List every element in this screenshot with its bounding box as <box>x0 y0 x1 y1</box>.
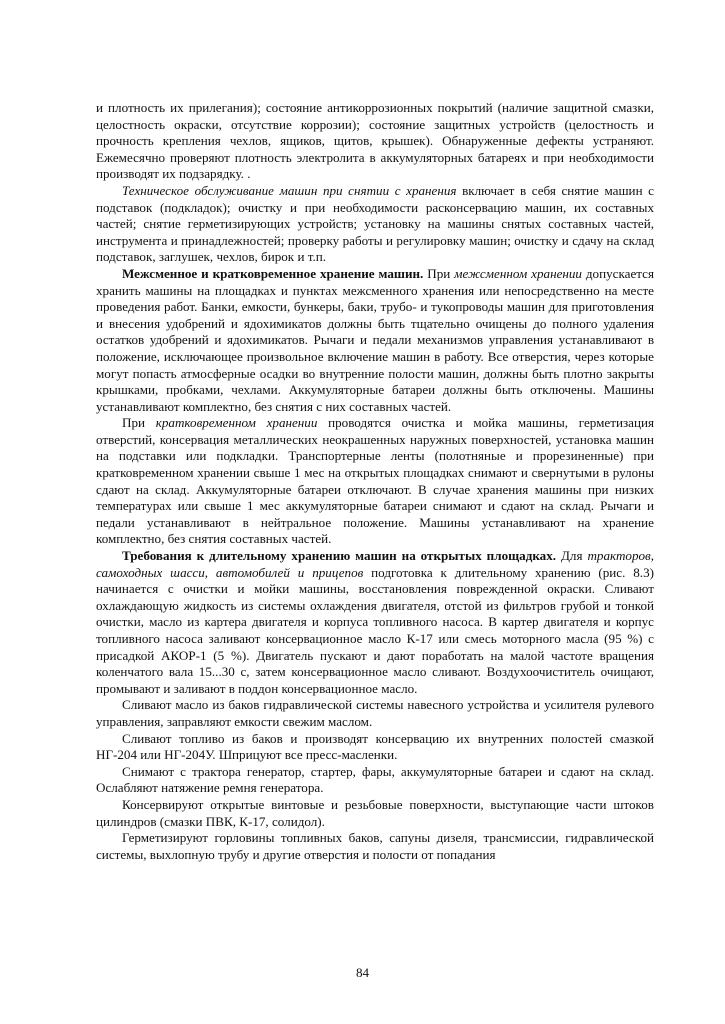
paragraph-text: Для <box>556 548 588 564</box>
paragraph-text: проводятся очистка и мойка машины, герметизация отверстий, консервация металлических неокрашенных наружных поверхностей, установка машин на подставки или подкладки. Транспортерные ленты (полотняные и прорезиненные) при кратковременном хранении свыше 1 мес на открытых площадках снимают и свернутыми в рулоны сдают на склад. Аккумуляторные батареи отключают. В случае хранения машины при низких температурах или свыше 1 мес аккумуляторные батареи снимают и сдают на склад. Рычаги и педали устанавливают в нейтральное положение. Машины устанавливают на хранение комплектно, без снятия составных частей. <box>96 415 654 547</box>
italic-term: межсменном хранении <box>454 265 582 281</box>
paragraph-conservation: Консервируют открытые винтовые и резьбовые поверхности, выступающие части штоков цилиндров (смазки ПВК, К-17, солидол). <box>96 796 654 829</box>
italic-term: тракторов, самоходных шасси, автомобилей и прицепов <box>96 548 654 580</box>
paragraph-text: подготовка к длительному хранению (рис. 8.3) начинается с очистки и мойки машины, восстановления поврежденной окраски. Сливают охлаждающую жидкость из системы охлаждения двигателя, отстой из фильтров грубой и тонкой очистки, масло из картера двигателя и корпуса топливного насоса. В картер двигателя и корпус топливного насоса заливают консервационное масло К-17 или смесь моторного масла (95 %) с присадкой АКОР-1 (5 %). Двигатель пускают и дают поработать на малой частоте вращения коленчатого вала 15...30 с, затем консервационное масло сливают. Воздухоочиститель очищают, промывают и заливают в поддон консервационное масло. <box>96 564 654 696</box>
paragraph-continuation: и плотность их прилегания); состояние антикоррозионных покрытий (наличие защитной смазки, целостность окраски, отсутствие коррозии); состояние защитных устройств (целостность и прочность крепления чехлов, ящиков, щитов, крышек). Обнаруженные дефекты устраняют. Ежемесячно проверяют плотность электролита в аккумуляторных батареях и при необходимости производят их подзарядку. . <box>96 100 654 182</box>
paragraph-temporary-storage <box>96 415 654 548</box>
italic-term: кратковременном хранении <box>155 415 318 431</box>
page-body <box>96 100 654 863</box>
paragraph-electrical: Снимают с трактора генератор, стартер, фары, аккумуляторные батареи и сдают на склад. Ослабляют натяжение ремня генератора. <box>96 763 654 796</box>
paragraph-fuel: Сливают топливо из баков и производят консервацию их внутренних полостей смазкой НГ-204 или НГ-204У. Шприцуют все пресс-масленки. <box>96 730 654 763</box>
italic-term: Техническое обслуживание машин при снятии с хранения <box>122 182 457 198</box>
paragraph-sealing: Герметизируют горловины топливных баков, сапуны дизеля, трансмиссии, гидравлической системы, выхлопную трубу и другие отверстия и полости от попадания <box>96 830 654 862</box>
paragraph-maintenance-removal <box>96 183 654 266</box>
paragraph-text: допускается хранить машины на площадках и пунктах межсменного хранения или непосредственно на месте проведения работ. Банки, емкости, бункеры, баки, трубо- и тукопроводы машин для приготовления и внесения удобрений и ядохимикатов должны быть тщательно очищены до полного удаления остатков удобрений и ядохимикатов. Рычаги и педали механизмов управления устанавливают в положение, исключающее произвольное включение машин в работу. Все отверстия, через которые могут попасть атмосферные осадки во внутренние полости машин, должны быть плотно закрыты крышками, пробками, чехлами. Аккумуляторные батареи должны быть отключены. Машины устанавливают комплектно, без снятия с них составных частей. <box>96 265 654 414</box>
section-heading: Требования к длительному хранению машин на открытых площадках. <box>122 548 557 564</box>
paragraph-long-term-storage <box>96 548 654 697</box>
page-number: 84 <box>355 965 370 980</box>
paragraph-text: При <box>122 415 156 431</box>
section-heading: Межсменное и кратковременное хранение машин. <box>122 265 424 281</box>
paragraph-text: включает в себя снятие машин с подставок (подкладок); очистку и при необходимости расконсервацию машин, их составных частей; снятие герметизирующих устройств; установку на машины снятых составных частей, инструмента и принадлежностей; проверку работы и регулировку машин; очистку и сдачу на склад подставок, заглушек, чехлов, бирок и т.п. <box>96 182 654 265</box>
paragraph-short-term-storage <box>96 266 654 415</box>
paragraph-text: При <box>423 265 455 281</box>
paragraph-hydraulics: Сливают масло из баков гидравлической системы навесного устройства и усилителя рулевого управления, заправляют емкости свежим маслом. <box>96 697 654 729</box>
